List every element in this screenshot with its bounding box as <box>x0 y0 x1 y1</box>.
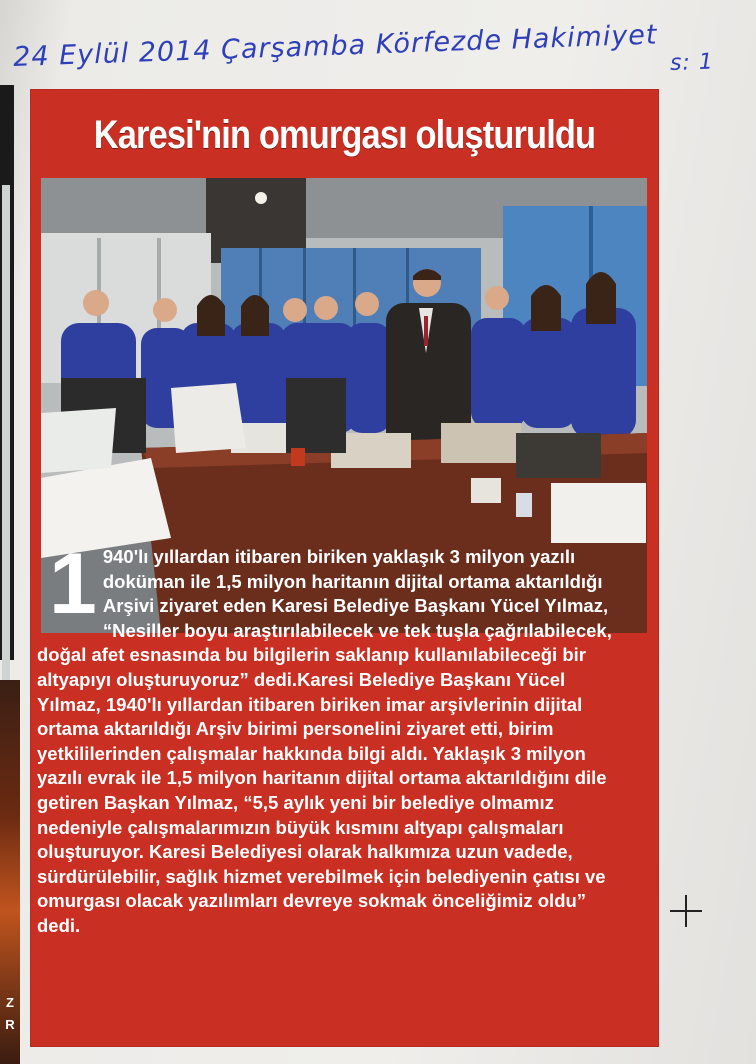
adjacent-headline-letters <box>1 992 19 1036</box>
adjacent-column-edge <box>0 85 14 660</box>
news-article <box>31 90 658 1046</box>
adjacent-letter: Z <box>6 995 14 1010</box>
article-body <box>37 536 617 939</box>
handwritten-date-source: 24 Eylül 2014 Çarşamba Körfezde Hakimiyet <box>12 19 658 73</box>
handwritten-page-number: s: 1 <box>669 49 715 77</box>
adjacent-column-inner <box>2 185 10 705</box>
article-headline: Karesi'nin omurgası oluşturuldu <box>93 112 596 157</box>
adjacent-letter: R <box>5 1017 15 1032</box>
registration-cross-mark <box>668 893 704 929</box>
article-body-text: 940'lı yıllardan itibaren biriken yaklaşık 3 milyon yazılı doküman ile 1,5 milyon haritanın dijital ortama aktarıldığı Arşivi ziyaret eden Karesi Belediye Başkanı Yücel Yılmaz, “Nesiller boyu araştırılabilecek ve tek tuşla çağrılabilecek, doğal afet esnasında bu bilgilerin saklanıp kullanılabileceği bir altyapıyı oluşturuyoruz” dedi.Karesi Belediye Başkanı Yücel Yılmaz, 1940'lı yıllardan itibaren biriken imar arşivlerinin dijital ortama aktarıldığı Arşiv birimi personelini ziyaret etti, birim yetkililerinden çalışmalar hakkında bilgi aldı. Yaklaşık 3 milyon yazılı evrak ile 1,5 milyon haritanın dijital ortama aktarıldığını dile getiren Başkan Yılmaz, “5,5 aylık yeni bir belediye olmamız nedeniyle çalışmalarımızın büyük kısmını altyapı çalışmaları oluşturuyor. Karesi Belediyesi olarak halkımıza uzun vadede, sürdürülebilir, sağlık hizmet verebilmek için belediyenin çatısı ve omurgası olacak yazılımları devreye sokmak önceliğimiz oldu” dedi. <box>37 546 612 936</box>
drop-cap: 1 <box>49 536 97 632</box>
